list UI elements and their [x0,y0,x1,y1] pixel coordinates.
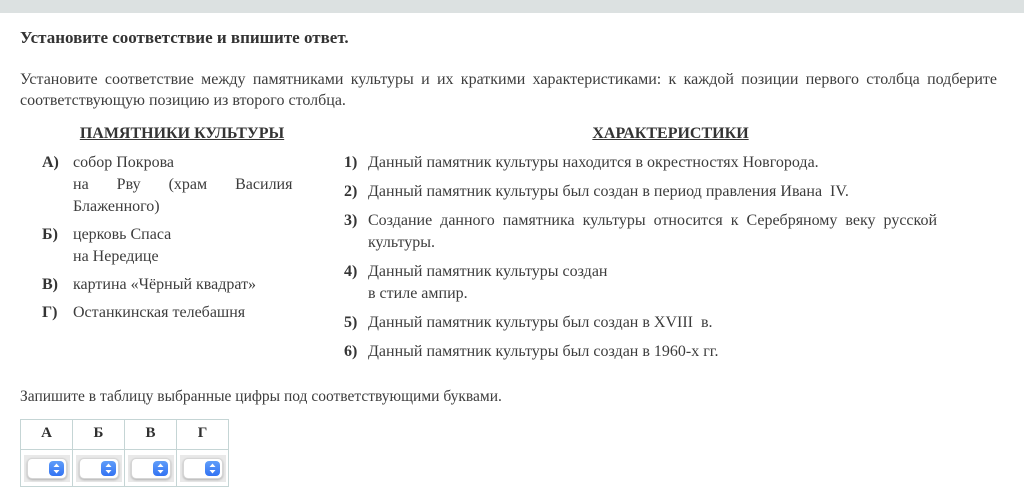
characteristic-text-line: Создание данного памятника культуры относится к Серебряному веку русской [368,212,938,229]
select-stepper-icon [205,461,220,476]
answer-cell-g [177,450,229,487]
page-title: Установите соответствие и впишите ответ. [20,28,349,47]
characteristic-label-5: 5) [344,314,358,331]
monument-label-v: В) [42,276,58,293]
characteristic-item-3 [344,210,997,254]
characteristic-item-4 [344,261,997,305]
select-stepper-icon [49,461,64,476]
answer-table [20,419,229,487]
characteristic-text-line: культуры. [368,234,436,251]
monument-text-v [73,274,330,296]
select-stepper-icon [153,461,168,476]
answer-col-header-g: Г [177,420,229,450]
answer-select-v[interactable] [128,455,174,482]
monument-item-v [20,274,344,296]
characteristic-text-line: Данный памятник культуры был создан в XVIII в. [368,314,713,331]
answer-select-b[interactable] [76,455,122,482]
monument-text-line: Останкинская телебашня [73,304,246,321]
characteristic-text-line: Данный памятник культуры создан [368,263,608,280]
select-pill [79,458,119,479]
characteristic-item-1 [344,152,997,174]
answer-cell-b [73,450,125,487]
question-page [0,28,1024,487]
answer-col-header-b: Б [73,420,125,450]
characteristic-text-1 [368,152,997,174]
monument-label-a: А) [42,154,59,171]
monument-text-line: собор Покрова [73,154,175,171]
monument-label-b: Б) [42,226,58,243]
characteristic-item-2 [344,181,997,203]
monument-item-g [20,302,344,324]
characteristic-label-1: 1) [344,154,358,171]
answer-select-g[interactable] [180,455,226,482]
intro-text: Установите соответствие между памятниками культуры и их краткими характеристиками: к каждой позиции первого столбца подберите соответствующую позицию из второго столбца. [20,71,997,109]
characteristic-text-5 [368,312,997,334]
answer-header-row [21,420,229,450]
characteristic-text-2 [368,181,997,203]
select-pill [27,458,67,479]
monument-text-line: на Рву (храм Василия [73,176,293,193]
characteristic-label-3: 3) [344,212,358,229]
monuments-header: ПАМЯТНИКИ КУЛЬТУРЫ [79,125,285,142]
characteristic-label-4: 4) [344,263,358,280]
characteristic-label-6: 6) [344,343,358,360]
characteristic-text-3 [368,210,997,254]
monuments-column [20,125,344,370]
monument-text-line: церковь Спаса [73,226,172,243]
monument-item-b [20,224,344,268]
characteristics-column [344,125,997,370]
select-stepper-icon [101,461,116,476]
monument-text-g [73,302,330,324]
answer-col-header-a: А [21,420,73,450]
characteristic-text-line: Данный памятник культуры находится в окрестностях Новгорода. [368,154,819,171]
characteristic-item-6 [344,341,997,363]
characteristic-item-5 [344,312,997,334]
characteristic-text-line: Данный памятник культуры был создан в 1960-х гг. [368,343,719,360]
select-pill [131,458,171,479]
answer-select-row [21,450,229,487]
characteristic-text-line: в стиле ампир. [368,285,468,302]
monument-text-a [73,152,330,218]
matching-columns [20,125,997,370]
monument-text-line: на Нередице [73,248,159,265]
characteristics-header: ХАРАКТЕРИСТИКИ [592,125,749,142]
answer-select-a[interactable] [24,455,70,482]
monument-item-a [20,152,344,218]
characteristic-text-line: Данный памятник культуры был создан в период правления Ивана IV. [368,183,849,200]
monument-text-b [73,224,330,268]
top-bar [0,0,1024,13]
monument-text-line: картина «Чёрный квадрат» [73,276,257,293]
answer-cell-v [125,450,177,487]
answer-cell-a [21,450,73,487]
answer-col-header-v: В [125,420,177,450]
characteristic-label-2: 2) [344,183,358,200]
answer-instruction: Запишите в таблицу выбранные цифры под соответствующими буквами. [20,388,502,405]
select-pill [183,458,223,479]
characteristic-text-6 [368,341,997,363]
monument-text-line: Блаженного) [73,198,160,215]
monument-label-g: Г) [42,304,58,321]
characteristic-text-4 [368,261,997,305]
